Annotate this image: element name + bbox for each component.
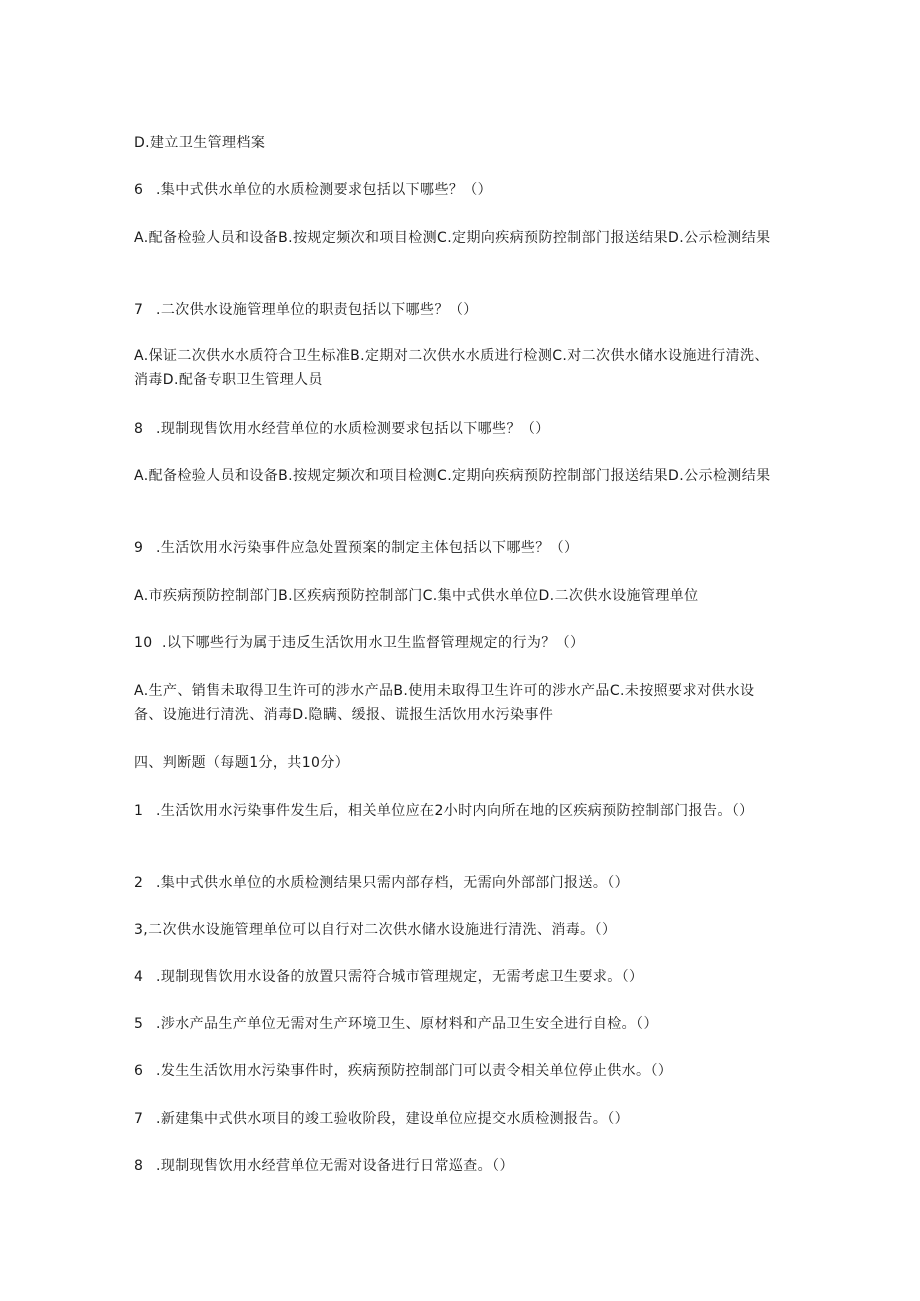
- section-title: 四、判断题（每题1分，共10分）: [134, 755, 350, 771]
- question-text: 3,二次供水设施管理单位可以自行对二次供水储水设施进行清洗、消毒。（）: [134, 922, 617, 938]
- question-line: [134, 536, 774, 560]
- question-number: 2: [134, 875, 144, 891]
- line-text: A.生产、销售未取得卫生许可的涉水产品B.使用未取得卫生许可的涉水产品C.未按照要求对供水设备、设施进行清洗、消毒D.隐瞒、缓报、谎报生活饮用水污染事件: [134, 683, 755, 723]
- question-line: [134, 1059, 774, 1083]
- question-number: 10: [134, 635, 153, 651]
- question-line: [134, 631, 774, 655]
- question-text: .现制现售饮用水经营单位无需对设备进行日常巡查。（）: [156, 1158, 514, 1174]
- line-text: A.保证二次供水水质符合卫生标准B.定期对二次供水水质进行检测C.对二次供水储水设施进行清洗、消毒D.配备专职卫生管理人员: [134, 348, 769, 388]
- option-line: [134, 344, 780, 392]
- line-text: A.配备检验人员和设备B.按规定频次和项目检测C.定期向疾病预防控制部门报送结果D.公示检测结果: [134, 468, 771, 484]
- question-line: [134, 1012, 774, 1036]
- question-line: [134, 799, 780, 823]
- question-text: .新建集中式供水项目的竣工验收阶段，建设单位应提交水质检测报告。（）: [156, 1111, 630, 1127]
- question-number: 7: [134, 302, 144, 318]
- question-line: [134, 178, 774, 202]
- question-text: .发生生活饮用水污染事件时，疾病预防控制部门可以责令相关单位停止供水。（）: [156, 1063, 673, 1079]
- question-number: 6: [134, 1063, 144, 1079]
- question-number: 1: [134, 803, 144, 819]
- question-line: [134, 1107, 774, 1131]
- question-number: 8: [134, 421, 144, 437]
- line-text: A.配备检验人员和设备B.按规定频次和项目检测C.定期向疾病预防控制部门报送结果D.公示检测结果: [134, 230, 771, 246]
- question-text: .集中式供水单位的水质检测要求包括以下哪些？（）: [156, 182, 493, 198]
- section-heading: [134, 751, 774, 775]
- question-text: .涉水产品生产单位无需对生产环境卫生、原材料和产品卫生安全进行自检。（）: [156, 1016, 658, 1032]
- question-text: .现制现售饮用水经营单位的水质检测要求包括以下哪些？（）: [156, 421, 550, 437]
- question-line: [134, 918, 774, 942]
- question-line: [134, 298, 774, 322]
- question-line: [134, 417, 774, 441]
- question-number: 4: [134, 969, 144, 985]
- line-text: D.建立卫生管理档案: [134, 135, 266, 151]
- question-line: [134, 965, 774, 989]
- question-number: 8: [134, 1158, 144, 1174]
- line-text: A.市疾病预防控制部门B.区疾病预防控制部门C.集中式供水单位D.二次供水设施管理单位: [134, 588, 699, 604]
- option-line: [134, 131, 774, 155]
- question-number: 7: [134, 1111, 144, 1127]
- option-line: [134, 464, 780, 488]
- question-number: 6: [134, 182, 144, 198]
- option-line: [134, 679, 780, 727]
- question-text: .集中式供水单位的水质检测结果只需内部存档，无需向外部部门报送。（）: [156, 875, 630, 891]
- question-text: .以下哪些行为属于违反生活饮用水卫生监督管理规定的行为？（）: [162, 635, 585, 651]
- question-number: 5: [134, 1016, 144, 1032]
- question-text: .二次供水设施管理单位的职责包括以下哪些？（）: [156, 302, 478, 318]
- question-number: 9: [134, 540, 144, 556]
- question-line: [134, 871, 774, 895]
- question-text: .生活饮用水污染事件应急处置预案的制定主体包括以下哪些？（）: [156, 540, 579, 556]
- question-text: .现制现售饮用水设备的放置只需符合城市管理规定，无需考虑卫生要求。（）: [156, 969, 644, 985]
- option-line: [134, 584, 774, 608]
- option-line: [134, 226, 780, 250]
- question-line: [134, 1154, 774, 1178]
- question-text: .生活饮用水污染事件发生后，相关单位应在2小时内向所在地的区疾病预防控制部门报告。（）: [156, 803, 754, 819]
